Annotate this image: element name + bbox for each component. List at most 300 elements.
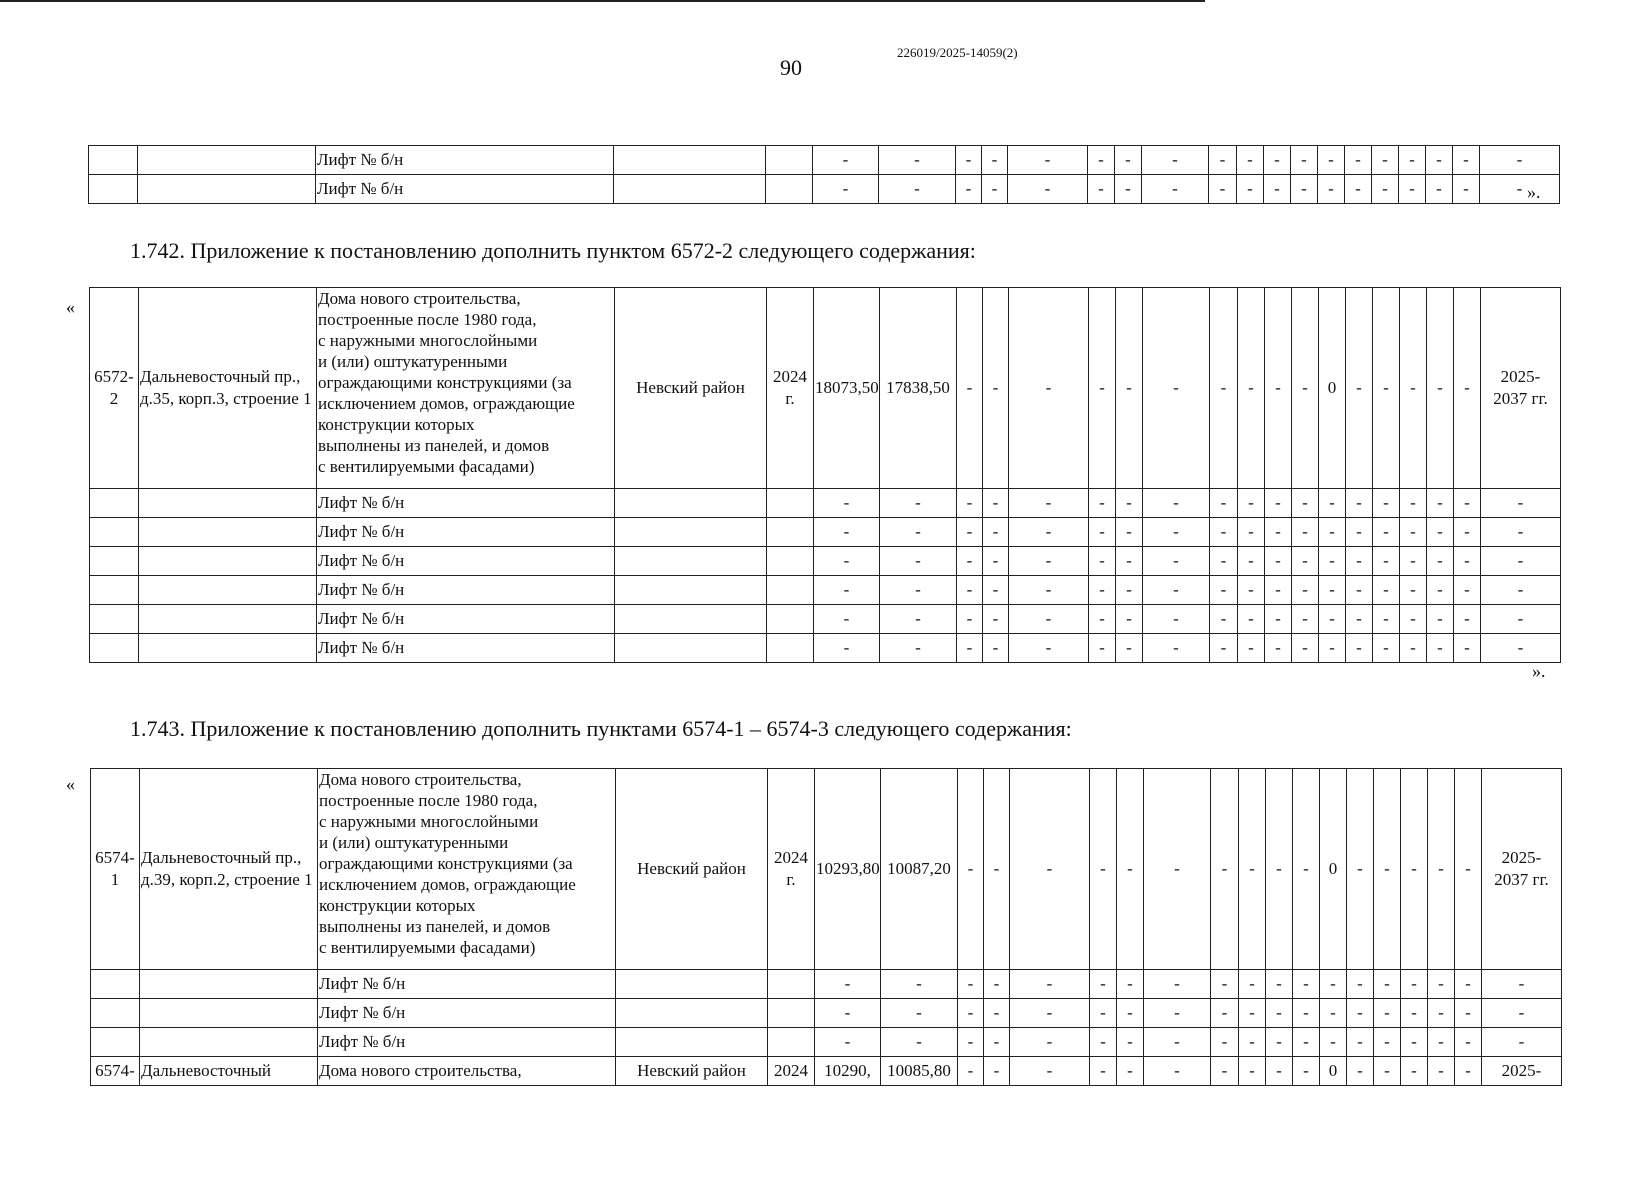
table-6574 [90,768,1562,1086]
description-line: Дома нового строительства, [318,289,521,308]
dash-cell: - [957,518,983,547]
dash-cell: - [1210,576,1238,605]
dash-cell: - [1455,999,1482,1028]
dash-cell: - [1428,1057,1455,1086]
num-cell [90,518,139,547]
dash-cell: - [1009,288,1089,489]
zero-cell: 0 [1319,288,1346,489]
year-cell [767,634,814,663]
table-row [90,518,1561,547]
dash-cell: - [881,1028,958,1057]
dash-cell: - [1292,576,1319,605]
dash-cell: - [1455,769,1482,970]
dash-cell: - [1399,175,1426,204]
dash-cell: - [1401,1057,1428,1086]
dash-cell: - [1238,634,1265,663]
dash-cell: - [1454,576,1481,605]
dash-cell: - [879,175,956,204]
dash-cell: - [1291,146,1318,175]
lift-cell: Лифт № б/н [317,576,615,605]
address: Дальневосточный [140,1057,318,1086]
dash-cell: - [1143,288,1210,489]
top-rule [0,0,1205,2]
description-line: исключением домов, ограждающие [318,394,575,413]
table-row [91,970,1562,999]
district-cell [614,175,766,204]
dash-cell: - [1117,1028,1144,1057]
dash-cell: - [1454,518,1481,547]
dash-cell: - [1211,769,1239,970]
dash-cell: - [1481,634,1561,663]
address-cell [139,547,317,576]
dash-cell: - [815,970,881,999]
dash-cell: - [1143,576,1210,605]
description-line: исключением домов, ограждающие [319,875,576,894]
district-cell [615,547,767,576]
district-cell [615,489,767,518]
dash-cell: - [1210,634,1238,663]
lift-cell: Лифт № б/н [318,999,616,1028]
dash-cell: - [1373,547,1400,576]
year-cell [768,970,815,999]
dash-cell: - [1293,1057,1320,1086]
dash-cell: - [1117,970,1144,999]
dash-cell: - [1292,489,1319,518]
table-6572-2 [89,287,1561,663]
dash-cell: - [1481,518,1561,547]
dash-cell: - [1319,634,1346,663]
dash-cell: - [1144,1057,1211,1086]
dash-cell: - [1428,769,1455,970]
dash-cell: - [1427,634,1454,663]
dash-cell: - [1427,547,1454,576]
dash-cell: - [1319,518,1346,547]
description-line: и (или) оштукатуренными [318,352,508,371]
dash-cell: - [1346,547,1373,576]
dash-cell: - [957,547,983,576]
description-line: с вентилируемыми фасадами) [318,457,535,476]
dash-cell: - [1401,769,1428,970]
dash-cell: - [957,634,983,663]
building-description: Дома нового строительства, [318,1057,616,1086]
dash-cell: - [1347,1028,1374,1057]
dash-cell: - [983,547,1009,576]
dash-cell: - [814,547,880,576]
dash-cell: - [814,518,880,547]
description-line: с наружными многослойными [318,331,538,350]
dash-cell: - [1210,518,1238,547]
dash-cell: - [1144,769,1211,970]
dash-cell: - [1265,489,1292,518]
dash-cell: - [1319,547,1346,576]
dash-cell: - [1089,576,1116,605]
dash-cell: - [1211,1057,1239,1086]
dash-cell: - [1320,999,1347,1028]
building-description [318,769,616,970]
dash-cell: - [1116,634,1143,663]
description-line: с наружными многослойными [319,812,539,831]
dash-cell: - [1454,288,1481,489]
period: 2025- 2037 гг. [1482,769,1562,970]
zero-cell: 0 [1320,1057,1347,1086]
lift-cell: Лифт № б/н [316,146,614,175]
section-heading-1743: 1.743. Приложение к постановлению дополнить пунктами 6574-1 – 6574-3 следующего содержания: [130,716,1072,741]
address-cell [139,576,317,605]
district: Невский район [615,288,767,489]
dash-cell: - [1453,146,1480,175]
year-cell [767,547,814,576]
table-row [90,547,1561,576]
dash-cell: - [1210,489,1238,518]
year: 2024 г. [767,288,814,489]
dash-cell: - [1009,634,1089,663]
address-cell [138,146,316,175]
dash-cell: - [1143,489,1210,518]
dash-cell: - [880,576,957,605]
address-cell [140,999,318,1028]
dash-cell: - [1426,175,1453,204]
closing-quote: ». [1527,182,1541,202]
year-cell [768,999,815,1028]
dash-cell: - [956,146,982,175]
period: 2025- [1482,1057,1562,1086]
dash-cell: - [1211,1028,1239,1057]
dash-cell: - [1142,146,1209,175]
table-row [90,605,1561,634]
num-cell [91,970,140,999]
dash-cell: - [1010,970,1090,999]
address-cell [139,518,317,547]
address-cell [139,605,317,634]
dash-cell: - [1211,970,1239,999]
dash-cell: - [984,970,1010,999]
dash-cell: - [1374,999,1401,1028]
dash-cell: - [1116,576,1143,605]
dash-cell: - [1239,1028,1266,1057]
dash-cell: - [1401,1028,1428,1057]
dash-cell: - [1374,970,1401,999]
dash-cell: - [1116,518,1143,547]
year: 2024 г. [768,769,815,970]
dash-cell: - [1400,518,1427,547]
dash-cell: - [1400,605,1427,634]
dash-cell: - [1239,999,1266,1028]
dash-cell: - [1117,1057,1144,1086]
dash-cell: - [984,999,1010,1028]
dash-cell: - [1481,489,1561,518]
dash-cell: - [1455,1057,1482,1086]
district-cell [615,634,767,663]
dash-cell: - [1372,175,1399,204]
table-row [90,576,1561,605]
dash-cell: - [1373,489,1400,518]
dash-cell: - [1347,999,1374,1028]
address-cell [138,175,316,204]
opening-quote: « [66,297,75,317]
dash-cell: - [1090,970,1117,999]
dash-cell: - [1209,175,1237,204]
table-row [90,288,1561,489]
address-cell [140,1028,318,1057]
lift-cell: Лифт № б/н [317,634,615,663]
dash-cell: - [1480,146,1560,175]
dash-cell: - [1426,146,1453,175]
opening-quote: « [66,774,75,794]
description-line: выполнены из панелей, и домов [319,917,551,936]
num-cell [90,605,139,634]
dash-cell: - [1143,547,1210,576]
year-cell [768,1028,815,1057]
year: 2024 [768,1057,815,1086]
num-cell [90,634,139,663]
dash-cell: - [1142,175,1209,204]
dash-cell: - [1481,547,1561,576]
dash-cell: - [1090,1028,1117,1057]
dash-cell: - [1372,146,1399,175]
dash-cell: - [1089,288,1116,489]
dash-cell: - [1239,769,1266,970]
description-line: построенные после 1980 года, [319,791,538,810]
num-cell [90,547,139,576]
dash-cell: - [983,489,1009,518]
dash-cell: - [1428,1028,1455,1057]
dash-cell: - [1482,999,1562,1028]
lift-cell: Лифт № б/н [317,605,615,634]
dash-cell: - [1374,769,1401,970]
year-cell [767,605,814,634]
description-line: Дома нового строительства, [319,770,522,789]
dash-cell: - [1346,518,1373,547]
dash-cell: - [1293,1028,1320,1057]
district-cell [615,576,767,605]
dash-cell: - [1481,576,1561,605]
year-cell [767,489,814,518]
dash-cell: - [1454,634,1481,663]
num-cell [91,1028,140,1057]
dash-cell: - [814,489,880,518]
dash-cell: - [813,146,879,175]
dash-cell: - [1089,605,1116,634]
zero-cell: 0 [1320,769,1347,970]
table-row [91,1057,1562,1086]
dash-cell: - [1144,970,1211,999]
dash-cell: - [1090,999,1117,1028]
district-cell [616,1028,768,1057]
dash-cell: - [1399,146,1426,175]
dash-cell: - [1401,999,1428,1028]
dash-cell: - [1238,547,1265,576]
dash-cell: - [1009,489,1089,518]
dash-cell: - [1211,999,1239,1028]
document-id: 226019/2025-14059(2) [897,45,1018,60]
dash-cell: - [1454,547,1481,576]
dash-cell: - [1482,1028,1562,1057]
dash-cell: - [814,605,880,634]
dash-cell: - [1318,175,1345,204]
dash-cell: - [1428,970,1455,999]
dash-cell: - [1480,175,1560,204]
dash-cell: - [1209,146,1237,175]
dash-cell: - [1266,970,1293,999]
area-total: 10293,80 [815,769,881,970]
dash-cell: - [1347,970,1374,999]
dash-cell: - [1427,489,1454,518]
dash-cell: - [982,175,1008,204]
dash-cell: - [1373,605,1400,634]
description-line: и (или) оштукатуренными [319,833,509,852]
dash-cell: - [1319,489,1346,518]
dash-cell: - [1455,970,1482,999]
dash-cell: - [1238,518,1265,547]
area-living: 10087,20 [881,769,958,970]
section-heading-1742: 1.742. Приложение к постановлению дополнить пунктом 6572-2 следующего содержания: [130,238,976,263]
dash-cell: - [1481,605,1561,634]
dash-cell: - [1089,634,1116,663]
district-cell [616,970,768,999]
dash-cell: - [984,1057,1010,1086]
description-line: с вентилируемыми фасадами) [319,938,536,957]
dash-cell: - [1265,576,1292,605]
dash-cell: - [1346,576,1373,605]
dash-cell: - [1210,288,1238,489]
dash-cell: - [1345,146,1372,175]
dash-cell: - [1373,288,1400,489]
dash-cell: - [957,489,983,518]
table-row [89,175,1560,204]
dash-cell: - [1089,547,1116,576]
dash-cell: - [879,146,956,175]
lift-cell: Лифт № б/н [317,489,615,518]
dash-cell: - [1292,547,1319,576]
table-row [91,1028,1562,1057]
dash-cell: - [1428,999,1455,1028]
num-cell [89,175,138,204]
dash-cell: - [1265,634,1292,663]
dash-cell: - [1008,175,1088,204]
dash-cell: - [1090,769,1117,970]
dash-cell: - [1238,489,1265,518]
dash-cell: - [983,576,1009,605]
dash-cell: - [1454,489,1481,518]
dash-cell: - [814,576,880,605]
dash-cell: - [957,288,983,489]
table-continuation [88,145,1560,204]
dash-cell: - [1347,1057,1374,1086]
dash-cell: - [1292,605,1319,634]
table-row [89,146,1560,175]
dash-cell: - [1116,605,1143,634]
dash-cell: - [1346,288,1373,489]
lift-cell: Лифт № б/н [317,518,615,547]
dash-cell: - [1238,288,1265,489]
dash-cell: - [958,769,984,970]
lift-cell: Лифт № б/н [316,175,614,204]
district-cell [615,518,767,547]
description-line: конструкции которых [319,896,476,915]
lift-cell: Лифт № б/н [317,547,615,576]
dash-cell: - [1400,634,1427,663]
dash-cell: - [1400,576,1427,605]
num-cell [90,489,139,518]
district-cell [616,999,768,1028]
dash-cell: - [813,175,879,204]
dash-cell: - [958,999,984,1028]
dash-cell: - [1264,175,1291,204]
dash-cell: - [983,634,1009,663]
year-cell [766,146,813,175]
dash-cell: - [1266,1028,1293,1057]
dash-cell: - [957,576,983,605]
dash-cell: - [983,518,1009,547]
dash-cell: - [1010,1028,1090,1057]
dash-cell: - [880,547,957,576]
address-cell [140,970,318,999]
num-cell [90,576,139,605]
year-cell [767,518,814,547]
dash-cell: - [1009,547,1089,576]
dash-cell: - [984,769,1010,970]
num-cell [89,146,138,175]
dash-cell: - [1374,1028,1401,1057]
dash-cell: - [1117,999,1144,1028]
district-cell [614,146,766,175]
dash-cell: - [1237,146,1264,175]
num-cell [91,999,140,1028]
dash-cell: - [880,634,957,663]
dash-cell: - [1088,146,1115,175]
page-number: 90 [780,55,802,80]
dash-cell: - [1210,547,1238,576]
dash-cell: - [815,999,881,1028]
dash-cell: - [1427,605,1454,634]
district-cell [615,605,767,634]
table-row [90,634,1561,663]
dash-cell: - [1116,288,1143,489]
dash-cell: - [1009,605,1089,634]
dash-cell: - [1144,999,1211,1028]
dash-cell: - [1009,576,1089,605]
dash-cell: - [1239,1057,1266,1086]
dash-cell: - [1427,518,1454,547]
dash-cell: - [984,1028,1010,1057]
dash-cell: - [1237,175,1264,204]
lift-cell: Лифт № б/н [318,1028,616,1057]
dash-cell: - [1319,576,1346,605]
dash-cell: - [1401,970,1428,999]
description-line: ограждающими конструкциями (за [318,373,572,392]
dash-cell: - [1010,769,1090,970]
dash-cell: - [958,1057,984,1086]
table-row [90,489,1561,518]
dash-cell: - [982,146,1008,175]
dash-cell: - [1292,288,1319,489]
dash-cell: - [1373,576,1400,605]
dash-cell: - [1455,1028,1482,1057]
dash-cell: - [1266,1057,1293,1086]
dash-cell: - [1427,288,1454,489]
dash-cell: - [1090,1057,1117,1086]
dash-cell: - [957,605,983,634]
dash-cell: - [1010,999,1090,1028]
dash-cell: - [1319,605,1346,634]
dash-cell: - [880,489,957,518]
dash-cell: - [1293,970,1320,999]
dash-cell: - [1238,576,1265,605]
dash-cell: - [1292,518,1319,547]
table-row [91,999,1562,1028]
dash-cell: - [1400,547,1427,576]
dash-cell: - [880,518,957,547]
